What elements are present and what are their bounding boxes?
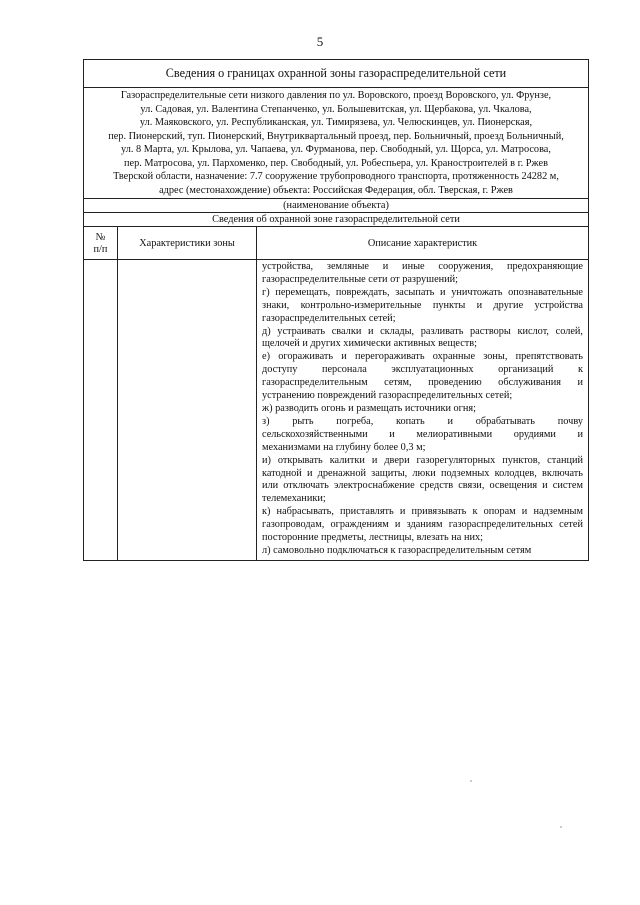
header-number [84, 227, 118, 260]
description-line: ж) разводить огонь и размещать источники огня; [262, 402, 477, 414]
row-characteristic-cell [118, 260, 257, 561]
scan-dot [470, 780, 472, 782]
object-description-line: пер. Матросова, ул. Пархоменко, пер. Свободный, ул. Робеспьера, ул. Краностроителей в г. Ржев [124, 157, 548, 169]
protection-zone-table [83, 59, 589, 561]
object-description-line: ул. Маяковского, ул. Республиканская, ул. Тимирязева, ул. Челюскинцев, ул. Пионерская, [139, 117, 533, 128]
description-line: знаки, контрольно-измерительные пункты и другие устройства [262, 299, 583, 311]
page-number: 5 [316, 34, 324, 49]
description-line: доступу персонала эксплуатационных организаций к [262, 364, 583, 376]
description-line: устройства, земляные и иные сооружения, предохраняющие [262, 261, 583, 272]
description-line: г) перемещать, повреждать, засыпать и уничтожать опознавательные [262, 286, 583, 298]
object-description-line: Газораспределительные сети низкого давления по ул. Воровского, проезд Воровского, ул. Фрунзе, [120, 90, 552, 101]
description-line: щелочей и других химически активных веществ; [262, 338, 478, 350]
header-number-sub: п/п [93, 244, 108, 255]
object-description-line: ул. Садовая, ул. Валентина Степанченко, ул. Большевитская, ул. Щербакова, ул. Чкалова, [140, 103, 532, 115]
object-description [84, 88, 589, 199]
description-line: устранению повреждений газораспределительных сетей; [262, 390, 513, 402]
description-line: газопроводам, ограждениям и зданиям газораспределительных сетей [262, 519, 583, 531]
header-description: Описание характеристик [257, 227, 589, 260]
description-line: к) набрасывать, приставлять и привязывать к опорам и надземным [262, 506, 583, 518]
description-line: л) самовольно подключаться к газораспределительным сетям [262, 544, 532, 556]
object-description-line: пер. Пионерский, туп. Пионерский, Внутриквартальный проезд, пер. Больничный, проезд Больничный, [108, 130, 564, 142]
row-number-cell [84, 260, 118, 561]
object-name-caption: (наименование объекта) [84, 199, 589, 213]
object-description-line: ул. 8 Марта, ул. Крылова, ул. Чапаева, ул. Фурманова, пер. Свободный, ул. Щорса, ул. Матросова, [121, 144, 551, 155]
object-description-line: адрес (местонахождение) объекта: Российская Федерация, обл. Тверская, г. Ржев [159, 184, 513, 196]
object-description-line: Тверской области, назначение: 7.7 сооружение трубопроводного транспорта, протяженность 24282 м, [113, 171, 559, 182]
description-line: сельскохозяйственными и мелиоративными орудиями и [262, 428, 583, 440]
description-line: механизмами на глубину более 0,3 м; [262, 441, 426, 453]
table-title: Сведения о границах охранной зоны газораспределительной сети [84, 60, 589, 88]
header-characteristics: Характеристики зоны [118, 227, 257, 260]
description-line: и) открывать калитки и двери газорегуляторных пунктов, станций [262, 454, 583, 466]
description-line: з) рыть погреба, копать и обрабатывать почву [262, 415, 583, 427]
description-line: газораспределительным сетям, проведению обслуживания и [262, 377, 583, 389]
description-line: д) устраивать свалки и склады, разливать растворы кислот, солей, [262, 325, 583, 337]
description-line: е) огораживать и перегораживать охранные зоны, препятствовать [262, 351, 583, 363]
description-line: катодной и дренажной защиты, люки подземных колодцев, включать [262, 467, 583, 479]
description-line: посторонние предметы, лестницы, влезать на них; [262, 532, 483, 544]
description-line: телемеханики; [262, 493, 326, 505]
description-line: газораспределительные сети от разрушений; [262, 273, 459, 285]
zone-info-caption: Сведения об охранной зоне газораспределительной сети [84, 213, 589, 227]
header-number-symbol: № [95, 232, 106, 243]
description-line: газораспределительных сетей; [262, 312, 396, 324]
description-line: или отключать электроснабжение средств связи, освещения и систем [262, 480, 583, 492]
scan-dot [560, 826, 562, 828]
row-description-cell [257, 260, 589, 561]
table-row [84, 260, 589, 561]
